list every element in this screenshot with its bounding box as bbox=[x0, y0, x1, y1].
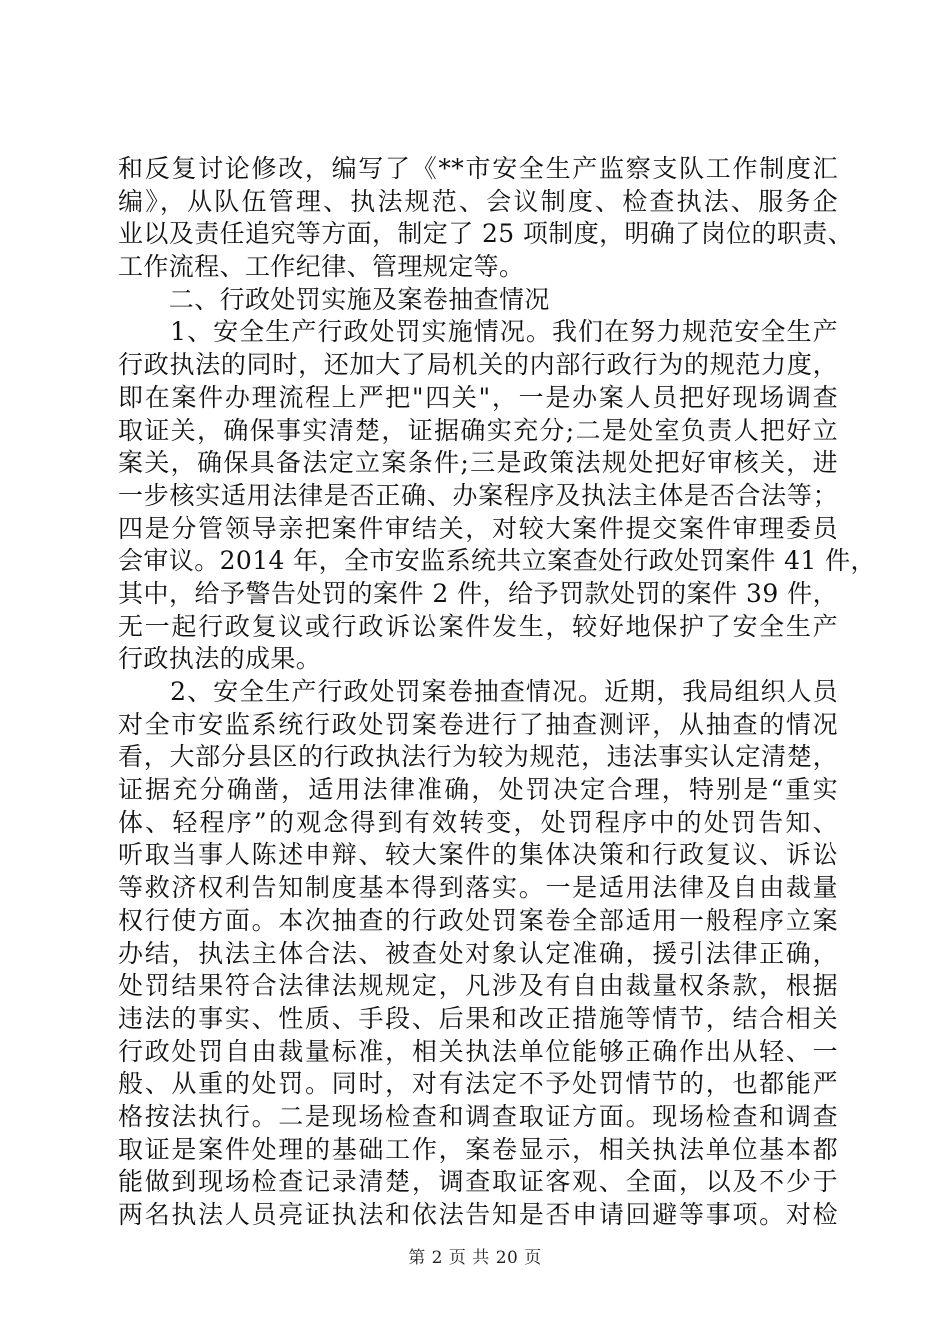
text-line: 其中，给予警告处罚的案件 2 件，给予罚款处罚的案件 39 件， bbox=[118, 578, 838, 608]
text-line: 取证关，确保事实清楚，证据确实充分;二是处室负责人把好立 bbox=[118, 415, 838, 445]
text-line: 听取当事人陈述申辩、较大案件的集体决策和行政复议、诉讼 bbox=[118, 840, 838, 870]
text-line: 和反复讨论修改，编写了《**市安全生产监察支队工作制度汇 bbox=[118, 154, 838, 183]
text-line: 1、安全生产行政处罚实施情况。我们在努力规范安全生产 bbox=[118, 317, 838, 347]
text-line: 行政处罚自由裁量标准，相关执法单位能够正确作出从轻、一 bbox=[118, 1036, 838, 1066]
text-line: 行政执法的同时，还加大了局机关的内部行政行为的规范力度， bbox=[118, 350, 838, 380]
text-line: 行政执法的成果。 bbox=[118, 644, 322, 674]
page-number: 第 2 页 共 20 页 bbox=[408, 1248, 542, 1268]
text-line: 工作流程、工作纪律、管理规定等。 bbox=[118, 252, 525, 282]
text-line: 2、安全生产行政处罚案卷抽查情况。近期，我局组织人员 bbox=[118, 677, 838, 706]
text-line: 即在案件办理流程上严把"四关"，一是办案人员把好现场调查 bbox=[118, 382, 838, 412]
text-line: 编》，从队伍管理、执法规范、会议制度、检查执法、服务企 bbox=[118, 186, 838, 216]
text-line: 取证是案件处理的基础工作，案卷显示，相关执法单位基本都 bbox=[118, 1134, 838, 1164]
text-line: 两名执法人员亮证执法和依法告知是否申请回避等事项。对检 bbox=[118, 1200, 838, 1229]
text-line: 违法的事实、性质、手段、后果和改正措施等情节，结合相关 bbox=[118, 1003, 838, 1033]
text-line: 案关，确保具备法定立案条件;三是政策法规处把好审核关，进 bbox=[118, 448, 838, 478]
text-line: 处罚结果符合法律法规规定，凡涉及有自由裁量权条款，根据 bbox=[118, 971, 838, 1001]
text-line: 般、从重的处罚。同时，对有法定不予处罚情节的，也都能严 bbox=[118, 1069, 838, 1099]
text-line: 四是分管领导亲把案件审结关，对较大案件提交案件审理委员 bbox=[118, 513, 838, 543]
text-line: 能做到现场检查记录清楚，调查取证客观、全面，以及不少于 bbox=[118, 1167, 838, 1197]
text-line: 权行使方面。本次抽查的行政处罚案卷全部适用一般程序立案 bbox=[118, 905, 838, 935]
text-line: 格按法执行。二是现场检查和调查取证方面。现场检查和调查 bbox=[118, 1101, 838, 1131]
text-line: 办结，执法主体合法、被查处对象认定准确，援引法律正确， bbox=[118, 938, 838, 968]
text-line: 等救济权利告知制度基本得到落实。一是适用法律及自由裁量 bbox=[118, 873, 838, 903]
text-line: 一步核实适用法律是否正确、办案程序及执法主体是否合法等； bbox=[118, 480, 838, 510]
text-line: 证据充分确凿，适用法律准确，处罚决定合理，特别是“重实 bbox=[118, 775, 838, 805]
text-line: 看，大部分县区的行政执法行为较为规范，违法事实认定清楚， bbox=[118, 742, 838, 772]
text-line: 业以及责任追究等方面，制定了 25 项制度，明确了岗位的职责、 bbox=[118, 219, 854, 249]
text-line: 会审议。2014 年，全市安监系统共立案查处行政处罚案件 41 件， bbox=[118, 546, 876, 576]
section-heading: 二、行政处罚实施及案卷抽查情况 bbox=[118, 284, 550, 314]
text-line: 无一起行政复议或行政诉讼案件发生，较好地保护了安全生产 bbox=[118, 611, 838, 641]
text-line: 体、轻程序”的观念得到有效转变，处罚程序中的处罚告知、 bbox=[118, 807, 838, 837]
text-line: 对全市安监系统行政处罚案卷进行了抽查测评，从抽查的情况 bbox=[118, 709, 838, 739]
body-text bbox=[118, 153, 876, 1232]
